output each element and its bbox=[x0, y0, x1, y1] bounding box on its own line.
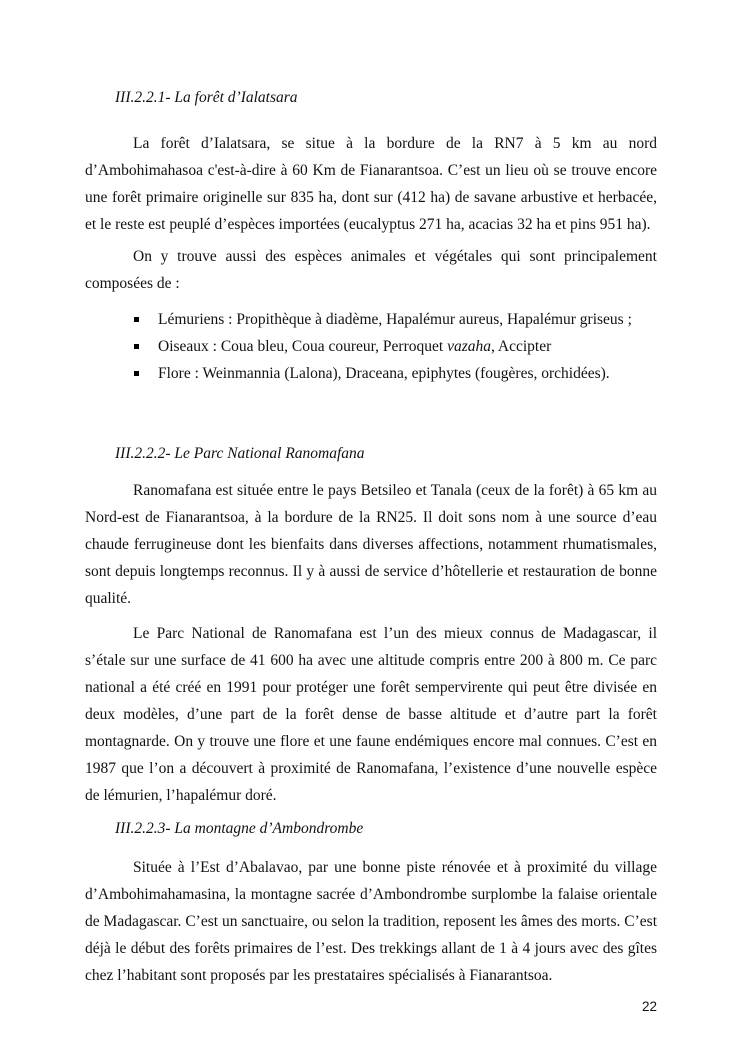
paragraph-ialatsara-intro: La forêt d’Ialatsara, se situe à la bordure de la RN7 à 5 km au nord d’Ambohimahasoa c'est-à-dire à 60 Km de Fianarantsoa. C’est un lieu où se trouve encore une forêt primaire originelle sur 835 ha, dont sur (412 ha) de savane arbustive et herbacée, et le reste est peuplé d’espèces importées (eucalyptus 271 ha, acacias 32 ha et pins 951 ha). bbox=[85, 135, 657, 233]
list-item-text: Flore : Weinmannia (Lalona), Draceana, epiphytes (fougères, orchidées). bbox=[158, 365, 610, 382]
section-heading-ambondrombe: III.2.2.3- La montagne d’Ambondrombe bbox=[115, 820, 364, 837]
list-item-text: Oiseaux : Coua bleu, Coua coureur, Perroquet bbox=[158, 338, 448, 355]
bullet-icon bbox=[134, 317, 139, 322]
bullet-icon bbox=[134, 344, 139, 349]
list-item-lemuriens bbox=[133, 306, 657, 333]
paragraph-ranomafana-location: Ranomafana est située entre le pays Betsileo et Tanala (ceux de la forêt) à 65 km au Nord-est de Fianarantsoa, à la bordure de la RN25. Il doit sons nom à une source d’eau chaude ferrugineuse dont les bienfaits dans diverses affections, notamment rhumatismales, sont depuis longtemps reconnus. Il y à aussi de service d’hôtellerie et restauration de bonne qualité. bbox=[85, 482, 657, 607]
species-list bbox=[85, 306, 657, 387]
list-item-text: Lémuriens : Propithèque à diadème, Hapalémur aureus, Hapalémur griseus ; bbox=[158, 311, 632, 328]
section-heading-ranomafana: III.2.2.2- Le Parc National Ranomafana bbox=[115, 445, 365, 462]
section-heading-ialatsara: III.2.2.1- La forêt d’Ialatsara bbox=[115, 89, 298, 106]
list-item-flore bbox=[133, 360, 657, 387]
paragraph-ranomafana-park: Le Parc National de Ranomafana est l’un des mieux connus de Madagascar, il s’étale sur une surface de 41 600 ha avec une altitude compris entre 200 à 800 m. Ce parc national a été créé en 1991 pour protéger une forêt sempervirente qui peut être divisée en deux modèles, d’une part de la forêt dense de basse altitude et d’autre part la forêt montagnarde. On y trouve une flore et une faune endémiques encore mal connues. C’est en 1987 que l’on a découvert à proximité de Ranomafana, l’existence d’une nouvelle espèce de lémurien, l’hapalémur doré. bbox=[85, 625, 657, 804]
list-item-text: , Accipter bbox=[491, 338, 552, 355]
list-item-oiseaux bbox=[133, 333, 657, 360]
page-number: 22 bbox=[641, 999, 657, 1014]
bullet-icon bbox=[134, 371, 139, 376]
paragraph-ambondrombe: Située à l’Est d’Abalavao, par une bonne piste rénovée et à proximité du village d’Ambohimahamasina, la montagne sacrée d’Ambondrombe surplombe la falaise orientale de Madagascar. C’est un sanctuaire, ou selon la tradition, reposent les âmes des morts. C’est déjà le début des forêts primaires de l’est. Des trekkings allant de 1 à 4 jours avec des gîtes chez l’habitant sont proposés par les prestataires spécialisés à Fianarantsoa. bbox=[85, 859, 657, 984]
list-item-text-italic: vazaha bbox=[447, 338, 491, 355]
paragraph-ialatsara-species: On y trouve aussi des espèces animales et végétales qui sont principalement composées de : bbox=[85, 248, 657, 292]
